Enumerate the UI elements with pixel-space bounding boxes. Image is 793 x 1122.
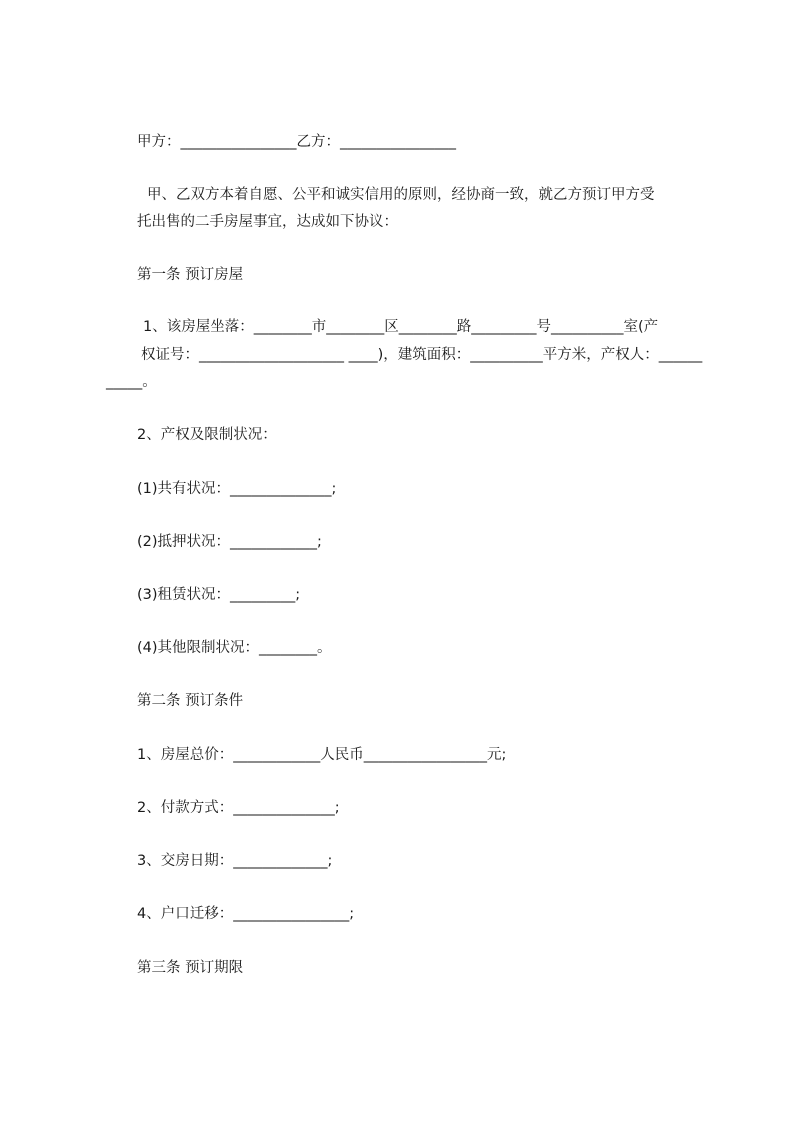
intro-line-2: 托出售的二手房屋事宜，达成如下协议： [137,214,398,230]
article-2-title: 第二条 预订条件 [137,693,244,709]
article-1-item-1-line-1: 1、该房屋坐落：________市________区________路_________号__________室(产 [143,319,659,335]
article-2-item-4: 4、户口迁移：________________; [137,906,355,922]
intro-line-1: 甲、乙双方本着自愿、公平和诚实信用的原则，经协商一致，就乙方预订甲方受 [147,187,655,203]
article-2-item-2: 2、付款方式：______________; [137,800,340,816]
parties-line: 甲方：________________乙方：________________ [137,134,456,150]
article-1-item-1-line-2: 权证号：____________________ ____)，建筑面积：__________平方米，产权人：______ [141,347,703,363]
article-1-sub-2: (2)抵押状况：____________; [137,534,322,550]
article-2-item-3: 3、交房日期：_____________; [137,853,333,869]
article-1-title: 第一条 预订房屋 [137,267,244,283]
article-1-item-1-line-3: _____。 [106,374,157,390]
article-1-item-2: 2、产权及限制状况： [137,427,277,443]
article-2-item-1: 1、房屋总价：____________人民币_________________元; [137,747,507,763]
article-1-sub-4: (4)其他限制状况：________。 [137,640,332,656]
article-3-title: 第三条 预订期限 [137,960,244,976]
article-1-sub-1: (1)共有状况：______________; [137,481,337,497]
article-1-sub-3: (3)租赁状况：_________; [137,587,301,603]
